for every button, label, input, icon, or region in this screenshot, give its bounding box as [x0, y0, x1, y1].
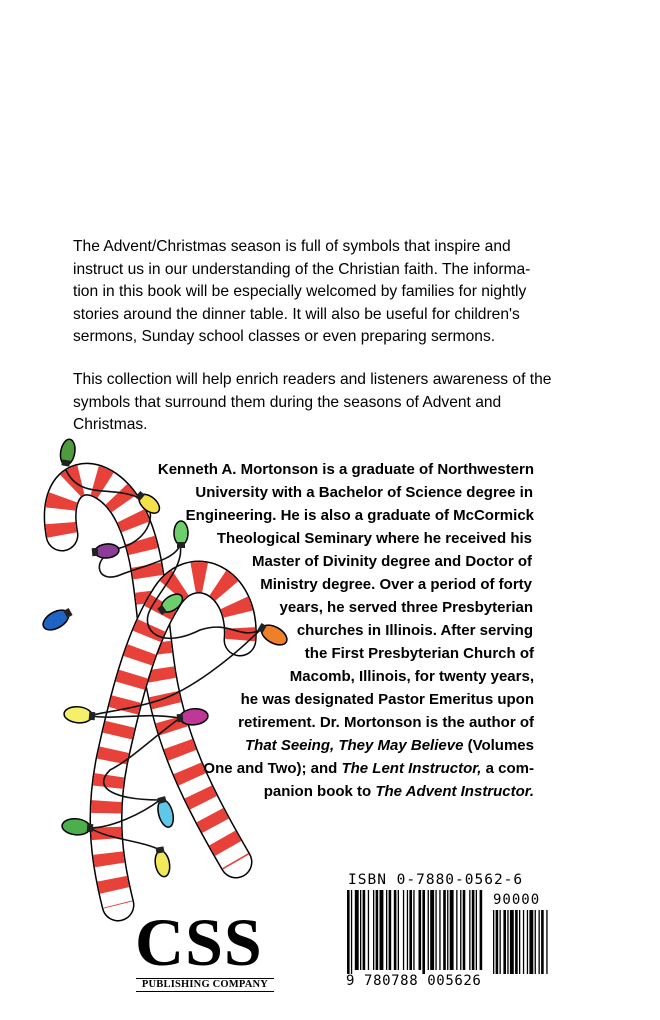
addon-bar	[519, 910, 520, 974]
bio-line: Kenneth A. Mortonson is a graduate of Northwestern	[157, 461, 534, 478]
bulb-blue	[40, 605, 75, 634]
price-addon: 90000	[493, 892, 541, 908]
addon-bar	[523, 910, 524, 974]
barcode-bar	[376, 890, 379, 970]
barcode-bar	[439, 890, 440, 970]
bulb-yellow-bottom	[153, 846, 172, 878]
isbn-barcode	[343, 872, 553, 1002]
addon-bar	[539, 910, 540, 974]
barcode-bar	[360, 890, 361, 970]
addon-bar	[527, 910, 528, 974]
addon-bar	[535, 910, 536, 974]
bio-line: Master of Divinity degree and Doctor of	[251, 553, 532, 570]
barcode-bar	[373, 890, 374, 970]
barcode-bar	[456, 890, 457, 970]
addon-bar	[529, 910, 533, 974]
barcode-bar	[347, 890, 350, 974]
barcode-bar	[389, 890, 392, 970]
barcode-bar	[409, 890, 412, 970]
barcode-bar	[407, 890, 408, 970]
book-title: The Advent Instructor.	[375, 783, 534, 800]
bio-line	[245, 734, 534, 757]
bio-line: the First Presbyterian Church of	[304, 645, 534, 662]
bulb-pale-yellow	[63, 706, 95, 725]
bulb-purple	[91, 543, 119, 559]
barcode-bar	[368, 890, 369, 970]
book-title: The Lent Instructor,	[341, 760, 482, 777]
intro-line: Christmas.	[73, 416, 148, 434]
addon-bar	[507, 910, 508, 974]
intro-line: The Advent/Christmas season is full of symbols that inspire and	[73, 238, 511, 255]
intro-line: This collection will help enrich readers and listeners awareness of the	[73, 371, 552, 388]
intro-line: stories around the dinner table. It will also be useful for children's	[73, 305, 520, 323]
barcode-bar	[351, 890, 352, 974]
barcode-bar	[394, 890, 397, 970]
barcode-bar	[380, 890, 384, 970]
barcode-bar	[480, 890, 483, 970]
addon-bar	[503, 910, 506, 974]
barcode-bar	[430, 890, 434, 970]
barcode-bar	[460, 890, 461, 970]
ean-number: 9 780788 005626	[346, 973, 482, 989]
barcode-bar	[450, 890, 454, 970]
bio-line: Ministry degree. Over a period of forty	[260, 576, 532, 593]
addon-bars	[493, 910, 548, 974]
barcode-bar	[443, 890, 446, 970]
barcode-bar	[476, 890, 477, 970]
addon-bar	[541, 910, 544, 974]
bio-line: University with a Bachelor of Science degree in	[195, 484, 533, 501]
barcode-bar	[355, 890, 359, 970]
barcode-bar	[435, 890, 436, 970]
intro-line: instruct us in our understanding of the Christian faith. The informa-	[73, 260, 531, 278]
bulb-orange	[255, 620, 290, 649]
bio-line: he was designated Pastor Emeritus upon	[240, 691, 534, 708]
bio-line: Engineering. He is also a graduate of McCormick	[185, 507, 534, 524]
ean-bars	[347, 890, 482, 974]
bio-line: Macomb, Illinois, for twenty years,	[289, 668, 534, 685]
publisher-name: PUBLISHING COMPANY	[136, 978, 274, 992]
book-title: That Seeing, They May Believe	[245, 737, 464, 754]
barcode-bar	[403, 890, 404, 970]
bio-text: a com-	[481, 760, 534, 777]
bulb-green-bottom	[61, 818, 93, 837]
addon-bar	[493, 910, 494, 974]
bio-text: One and Two); and	[203, 760, 342, 777]
bulb-green-top	[58, 438, 76, 467]
intro-line: tion in this book will be especially welcomed by families for nightly	[73, 283, 527, 301]
barcode-bar	[419, 890, 422, 970]
barcode-bar	[386, 890, 387, 970]
addon-bar	[496, 910, 499, 974]
barcode-bar	[428, 890, 429, 970]
addon-bar	[510, 910, 514, 974]
intro-line: symbols that surround them during the seasons of Advent and	[73, 393, 502, 411]
barcode-bar	[422, 890, 425, 974]
bio-line	[203, 757, 534, 780]
bio-line: retirement. Dr. Mortonson is the author of	[238, 714, 534, 731]
bio-line: Theological Seminary where he received his	[216, 530, 532, 547]
publisher-logo: CSS	[135, 904, 263, 980]
barcode-bar	[447, 890, 448, 970]
barcode-bar	[472, 890, 475, 970]
addon-bar	[500, 910, 501, 974]
barcode-bar	[463, 890, 466, 970]
bio-text: (Volumes	[463, 737, 534, 754]
addon-bar	[515, 910, 518, 974]
addon-bar	[546, 910, 547, 974]
bio-line: churches in Illinois. After serving	[296, 622, 533, 639]
isbn-number: ISBN 0-7880-0562-6	[348, 872, 524, 888]
barcode-bar	[413, 890, 414, 970]
barcode-bar	[398, 890, 399, 970]
bio-line	[264, 780, 534, 803]
barcode-bar	[469, 890, 470, 970]
barcode-bar	[363, 890, 366, 970]
bio-text: panion book to	[263, 783, 376, 800]
intro-line: sermons, Sunday school classes or even preparing sermons.	[73, 328, 496, 346]
bio-line: years, he served three Presbyterian	[279, 599, 533, 616]
